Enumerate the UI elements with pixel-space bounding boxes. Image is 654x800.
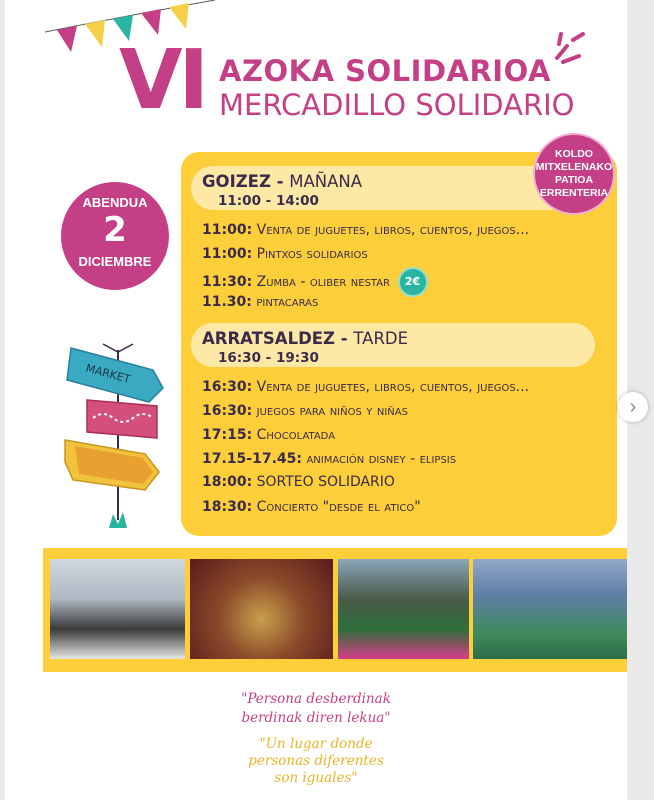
location-badge: [533, 133, 615, 215]
morning-title-spanish: MAÑANA: [289, 172, 363, 191]
next-slide-button[interactable]: [618, 392, 648, 422]
afternoon-title-separator: -: [335, 329, 354, 348]
market-signpost-illustration: [63, 340, 173, 540]
date-day: 2: [103, 210, 127, 250]
schedule-item: [202, 474, 395, 490]
schedule-item-time: 11:00:: [202, 246, 253, 262]
price-badge: 2€: [398, 267, 428, 297]
schedule-item-text: SORTEO SOLIDARIO: [256, 474, 395, 490]
schedule-item-text: Chocolatada: [256, 427, 336, 443]
schedule-item-text: Pintxos solidarios: [256, 246, 368, 262]
afternoon-title-spanish: TARDE: [353, 329, 409, 348]
schedule-item-text: Concierto "desde el atico": [256, 499, 421, 515]
schedule-item-text: Zumba - oliber nestar: [256, 274, 391, 290]
schedule-item-time: 16:30:: [202, 403, 253, 419]
location-line: KOLDO: [555, 148, 593, 160]
location-line: ERRENTERIA: [539, 187, 609, 199]
market-sign-text: MARKET: [84, 361, 132, 386]
photo-pastries: [190, 559, 333, 659]
quote-basque: [5, 690, 627, 728]
quote-line: "Persona desberdinak: [241, 691, 391, 707]
date-badge: [61, 182, 169, 290]
date-month-spanish: DICIEMBRE: [78, 254, 152, 269]
edition-number: VI: [119, 33, 205, 128]
schedule-item-time: 11:00:: [202, 222, 253, 238]
quote-spanish: [5, 736, 627, 787]
location-line: MITXELENAKO: [535, 161, 613, 173]
schedule-item: [202, 427, 335, 443]
photo-strip: [43, 548, 627, 672]
afternoon-hours: 16:30 - 19:30: [218, 350, 319, 366]
schedule-item: [202, 267, 428, 297]
quote-line: personas diferentes: [248, 753, 384, 769]
event-poster: [5, 0, 627, 800]
schedule-item-time: 18:30:: [202, 499, 253, 515]
afternoon-title: [202, 329, 408, 348]
photo-market-stall: [50, 559, 185, 659]
quote-line: "Un lugar donde: [259, 736, 373, 752]
location-line: PATIOA: [554, 174, 594, 186]
schedule-item: [202, 403, 408, 419]
schedule-item-time: 16:30:: [202, 379, 253, 395]
quote-line: son iguales": [274, 770, 358, 786]
schedule-item: [202, 499, 421, 515]
schedule-item-text: Venta de juguetes, libros, cuentos, juegos...: [256, 222, 530, 238]
morning-title-separator: -: [270, 172, 290, 191]
quote-line: berdinak diren lekua": [241, 710, 391, 726]
photo-market-hall: [473, 559, 627, 659]
title-basque: AZOKA SOLIDARIOA: [219, 54, 551, 88]
sparkle-icon: [553, 32, 603, 72]
schedule-item-text: pintacaras: [256, 294, 319, 310]
morning-title: [202, 172, 362, 191]
schedule-item: [202, 294, 318, 310]
title-spanish: MERCADILLO SOLIDARIO: [219, 88, 575, 122]
chevron-right-icon: ›: [629, 396, 637, 418]
schedule-item-text: animación disney - elipsis: [306, 451, 457, 467]
schedule-item: [202, 222, 529, 238]
schedule-item-time: 11:30:: [202, 274, 253, 290]
photo-volunteers: [338, 559, 469, 659]
afternoon-title-basque: ARRATSALDEZ: [202, 329, 336, 348]
schedule-item: [202, 379, 529, 395]
schedule-item-time: 17:15:: [202, 427, 253, 443]
schedule-item-time: 18:00:: [202, 474, 253, 490]
date-month-basque: ABENDUA: [82, 195, 148, 210]
morning-title-basque: GOIZEZ: [202, 172, 271, 191]
morning-hours: 11:00 - 14:00: [218, 193, 319, 209]
schedule-item-time: 17.15-17.45:: [202, 451, 302, 467]
schedule-item-text: Venta de juguetes, libros, cuentos, juegos...: [256, 379, 530, 395]
schedule-item: [202, 246, 368, 262]
schedule-item-time: 11.30:: [202, 294, 252, 310]
schedule-item: [202, 451, 456, 467]
schedule-item-text: juegos para niños y niñas: [256, 403, 408, 419]
